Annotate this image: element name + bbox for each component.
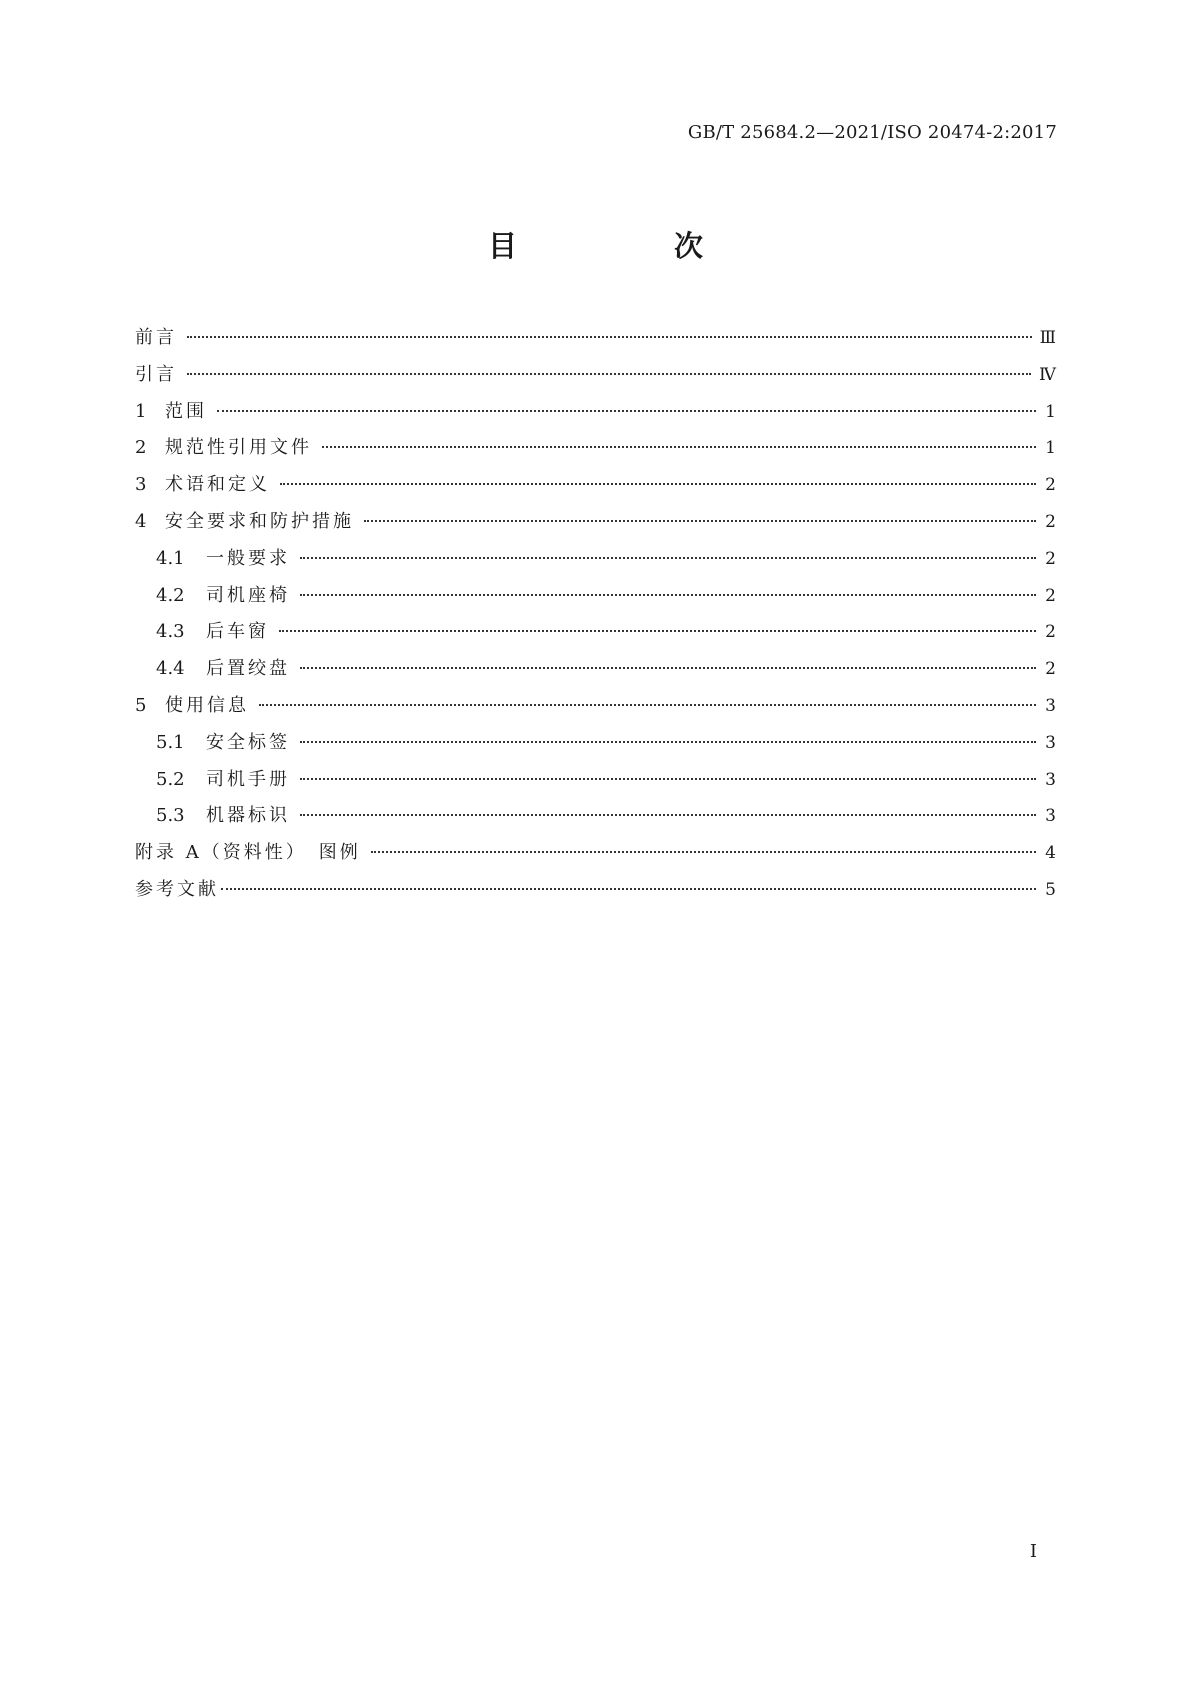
toc-entry-label: 安全标签 xyxy=(206,731,290,753)
toc-entry[interactable] xyxy=(135,728,1056,765)
standard-code: GB/T 25684.2—2021/ISO 20474-2:2017 xyxy=(687,122,1057,143)
toc-entry[interactable] xyxy=(135,360,1056,397)
toc-entry-label: 前言 xyxy=(135,327,177,348)
toc-entry-page: 2 xyxy=(1045,622,1056,643)
toc-entry-label: 术语和定义 xyxy=(165,474,270,496)
toc-entry-label: 司机手册 xyxy=(206,768,290,790)
toc-entry[interactable] xyxy=(135,581,1056,618)
toc-entry[interactable] xyxy=(135,544,1056,581)
toc-leader-dots xyxy=(187,372,1031,375)
toc-entry[interactable] xyxy=(135,433,1056,470)
page-number: Ⅰ xyxy=(1029,1541,1037,1562)
toc-leader-dots xyxy=(280,482,1036,485)
toc-leader-dots xyxy=(221,887,1036,890)
toc-leader-dots xyxy=(300,593,1036,596)
toc-entry-number: 2 xyxy=(135,437,147,459)
toc-entry[interactable] xyxy=(135,470,1056,507)
toc-leader-dots xyxy=(217,409,1036,412)
toc-leader-dots xyxy=(300,740,1036,743)
toc-entry-page: 2 xyxy=(1045,659,1056,680)
toc-entry-label: 安全要求和防护措施 xyxy=(165,510,354,532)
toc-entry-number: 4 xyxy=(135,510,147,532)
toc-leader-dots xyxy=(300,666,1036,669)
toc-entry-number: 4.1 xyxy=(156,547,185,569)
toc-entry-page: 3 xyxy=(1045,769,1056,790)
toc-entry-label: 后置绞盘 xyxy=(206,658,290,680)
toc-entry-label: 司机座椅 xyxy=(206,584,290,606)
toc-leader-dots xyxy=(364,519,1036,522)
toc-entry-page: 3 xyxy=(1045,732,1056,753)
toc-leader-dots xyxy=(300,813,1036,816)
toc-entry-page: 1 xyxy=(1045,401,1056,422)
toc-entry[interactable] xyxy=(135,323,1056,360)
toc-entry-label: 使用信息 xyxy=(165,694,249,716)
toc-entry-number: 4.3 xyxy=(156,621,185,643)
toc-entry-page: 4 xyxy=(1045,843,1056,864)
toc-entry[interactable] xyxy=(135,507,1056,544)
toc-entry-label: 附录 A（资料性） 图例 xyxy=(135,842,361,864)
toc-entry-label: 机器标识 xyxy=(206,805,290,827)
toc-entry-label: 后车窗 xyxy=(206,621,269,643)
toc-entry-label: 范围 xyxy=(165,400,207,422)
toc-entry-number: 5.1 xyxy=(156,731,185,753)
toc-entry-number: 5 xyxy=(135,694,147,716)
toc-entry-page: 3 xyxy=(1045,695,1056,716)
toc-entry-number: 3 xyxy=(135,474,147,496)
toc-entry[interactable] xyxy=(135,875,1056,912)
toc-entry-number: 4.4 xyxy=(156,658,185,680)
toc-entry-label: 引言 xyxy=(135,363,177,385)
toc-entry[interactable] xyxy=(135,691,1056,728)
toc-entry-page: 2 xyxy=(1045,585,1056,606)
toc-leader-dots xyxy=(300,777,1036,780)
toc-leader-dots xyxy=(187,335,1032,338)
toc-leader-dots xyxy=(300,556,1036,559)
toc-leader-dots xyxy=(279,629,1036,632)
toc-leader-dots xyxy=(322,445,1036,448)
toc-entry-page: 3 xyxy=(1045,806,1056,827)
toc-entry-page: 1 xyxy=(1045,438,1056,459)
toc-leader-dots xyxy=(371,850,1036,853)
toc-entry-page: Ⅲ xyxy=(1039,328,1056,348)
toc-entry[interactable] xyxy=(135,765,1056,802)
toc-entry-number: 1 xyxy=(135,400,147,422)
toc-entry-page: 5 xyxy=(1045,879,1056,900)
toc-entry-label: 规范性引用文件 xyxy=(165,437,312,459)
toc-entry[interactable] xyxy=(135,838,1056,875)
toc-entry-page: 2 xyxy=(1045,475,1056,496)
toc-entry-page: Ⅳ xyxy=(1039,364,1056,385)
toc-leader-dots xyxy=(259,703,1036,706)
toc-entry-label: 一般要求 xyxy=(206,547,290,569)
table-of-contents xyxy=(135,323,1056,912)
toc-entry[interactable] xyxy=(135,801,1056,838)
page-title: 目 次 xyxy=(487,229,767,263)
toc-entry[interactable] xyxy=(135,617,1056,654)
toc-entry[interactable] xyxy=(135,654,1056,691)
toc-entry[interactable] xyxy=(135,397,1056,434)
toc-entry-page: 2 xyxy=(1045,548,1056,569)
toc-entry-page: 2 xyxy=(1045,511,1056,532)
toc-entry-number: 4.2 xyxy=(156,584,185,606)
toc-entry-label: 参考文献 xyxy=(135,878,219,900)
toc-entry-number: 5.2 xyxy=(156,768,185,790)
toc-entry-number: 5.3 xyxy=(156,805,185,827)
